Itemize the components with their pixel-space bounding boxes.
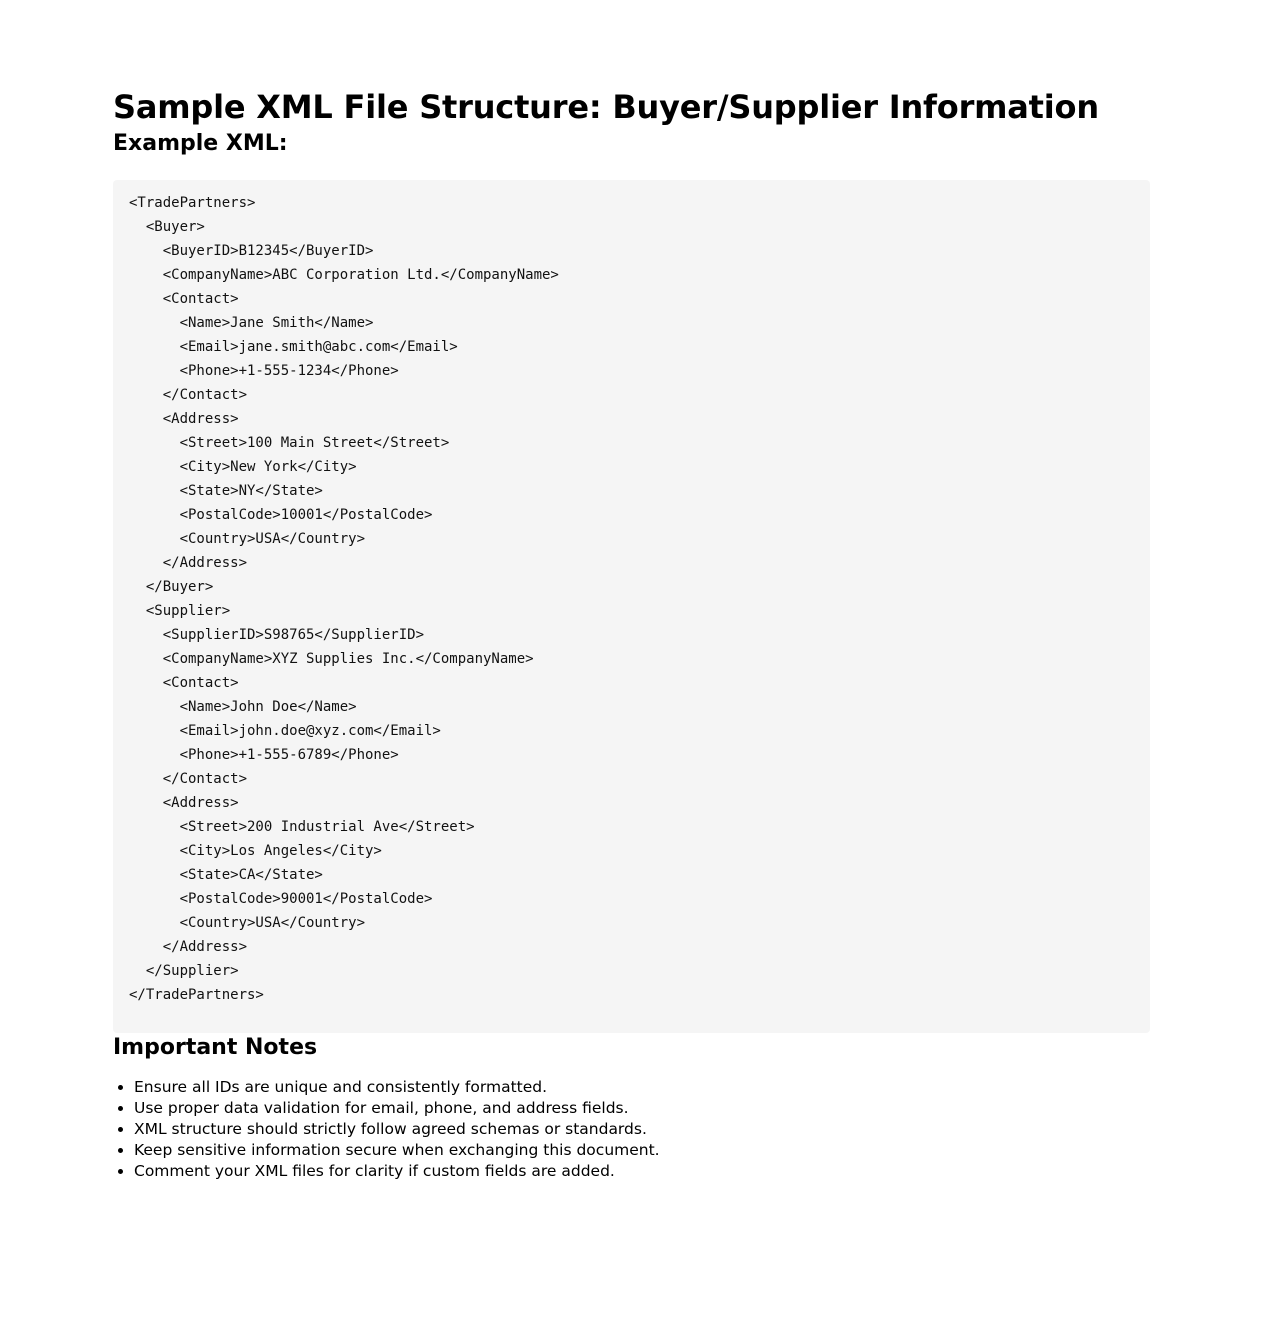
list-item: • Ensure all IDs are unique and consistently formatted.: [134, 1077, 1150, 1098]
list-item: • XML structure should strictly follow agreed schemas or standards.: [134, 1119, 1150, 1140]
list-item: • Keep sensitive information secure when exchanging this document.: [134, 1140, 1150, 1161]
list-item: • Use proper data validation for email, phone, and address fields.: [134, 1098, 1150, 1119]
xml-code: <TradePartners> <Buyer> <BuyerID>B12345</BuyerID> <CompanyName>ABC Corporation Ltd.</CompanyName> <Contact> <Name>Jane Smith</Name> <Email>jane.smith@abc.com</Email> <Phone>+1-555-1234</Phone> </Contact> <Address> <Street>100 Main Street</Street> <City>New York</City> <State>NY</State> <PostalCode>10001</PostalCode> <Country>USA</Country> </Address> </Buyer> <Supplier> <SupplierID>S98765</SupplierID> <CompanyName>XYZ Supplies Inc.</CompanyName> <Contact> <Name>John Doe</Name> <Email>john.doe@xyz.com</Email> <Phone>+1-555-6789</Phone> </Contact> <Address> <Street>200 Industrial Ave</Street> <City>Los Angeles</City> <State>CA</State> <PostalCode>90001</PostalCode> <Country>USA</Country> </Address> </Supplier> </TradePartners>: [129, 195, 559, 1003]
document-content: [113, 85, 1150, 1182]
xml-code-block: [113, 180, 1150, 1033]
list-item: • Comment your XML files for clarity if custom fields are added.: [134, 1161, 1150, 1182]
page-title: Sample XML File Structure: Buyer/Supplier Information: [113, 88, 1099, 126]
example-xml-heading: Example XML:: [113, 131, 288, 156]
notes-list: [113, 1077, 1150, 1182]
important-notes-heading: Important Notes: [113, 1035, 318, 1060]
